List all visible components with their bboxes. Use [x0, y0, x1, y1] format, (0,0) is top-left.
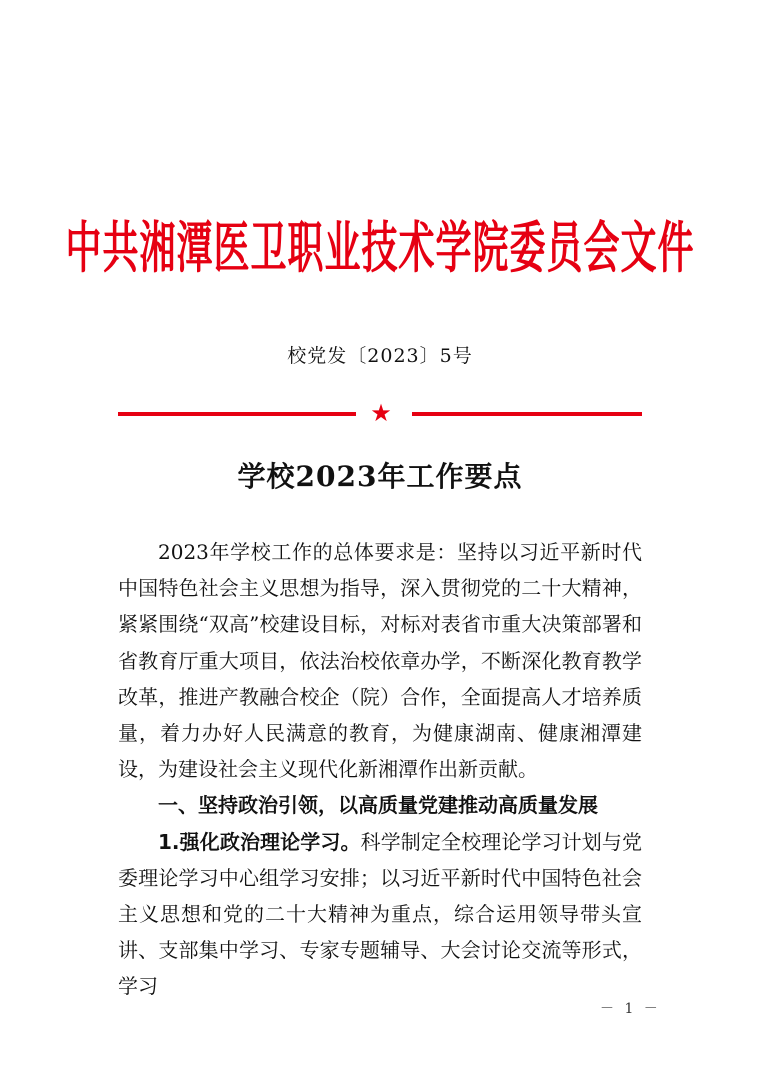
intro-paragraph: 2023年学校工作的总体要求是：坚持以习近平新时代中国特色社会主义思想为指导，深入贯彻党的二十大精神，紧紧围绕“双高”校建设目标，对标对表省市重大决策部署和省教育厅重大项目，依法治校依章办学，不断深化教育教学改革，推进产教融合校企（院）合作，全面提高人才培养质量，着力办好人民满意的教育，为健康湖南、健康湘潭建设，为建设社会主义现代化新湘潭作出新贡献。 [118, 540, 642, 782]
document-number: 校党发〔2023〕5号 [287, 345, 473, 367]
item-paragraph [118, 824, 642, 1005]
item-lead: 1.强化政治理论学习。 [158, 829, 361, 854]
document-title: 学校2023年工作要点 [237, 460, 523, 493]
red-divider [118, 399, 642, 427]
section-heading: 一、坚持政治引领，以高质量党建推动高质量发展 [158, 793, 598, 818]
item-text: 科学制定全校理论学习计划与党委理论学习中心组学习安排；以习近平新时代中国特色社会主义思想和党的二十大精神为重点，综合运用领导带头宣讲、支部集中学习、专家专题辅导、大会讨论交流等形式，学习 [118, 829, 642, 999]
divider-line-right [412, 412, 642, 416]
document-body [118, 534, 642, 1005]
document-header-title: 中共湘潭医卫职业技术学院委员会文件 [65, 215, 695, 281]
page-number: － 1 － [600, 1001, 661, 1017]
divider-line-left [118, 412, 356, 416]
star-icon: ★ [370, 399, 392, 427]
